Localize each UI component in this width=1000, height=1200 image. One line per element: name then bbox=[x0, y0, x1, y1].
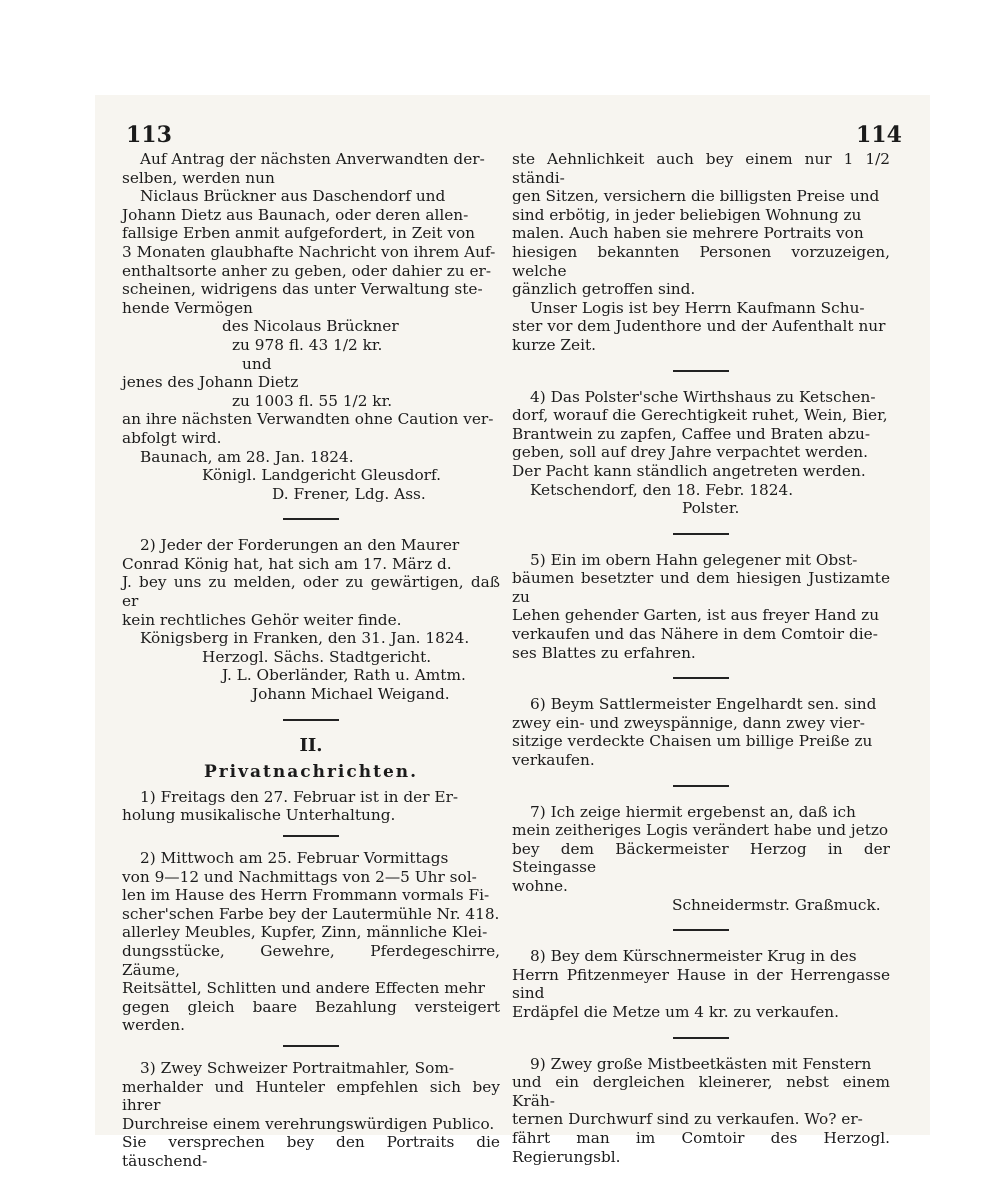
text-line: 2) Jeder der Forderungen an den Maurer bbox=[140, 536, 460, 555]
text-line: Sie versprechen bey den Portraits die täuschend- bbox=[122, 1133, 500, 1170]
text-line: dungsstücke, Gewehre, Pferdegeschirre, Zäume, bbox=[122, 941, 500, 979]
text-line: enthaltsorte anher zu geben, oder dahier zu er- bbox=[122, 261, 492, 280]
text-line: bey dem Bäckermeister Herzog in der Steingasse bbox=[512, 839, 890, 877]
text-line: Niclaus Brückner aus Daschendorf und bbox=[140, 187, 446, 206]
text-line: allerley Meubles, Kupfer, Zinn, männliche Klei- bbox=[122, 923, 488, 942]
signature: Polster. bbox=[682, 499, 740, 518]
text-line: Unser Logis ist bey Herrn Kaufmann Schu- bbox=[530, 298, 865, 317]
text-line: sitzige verdeckte Chaisen um billige Preiße zu bbox=[512, 732, 873, 751]
text-line: 3) Zwey Schweizer Portraitmahler, Som- bbox=[140, 1058, 455, 1077]
text-line: hiesigen bekannten Personen vorzuzeigen, welche bbox=[512, 242, 890, 280]
right-column bbox=[512, 150, 890, 1166]
separator-rule bbox=[283, 518, 339, 520]
separator-rule bbox=[673, 1037, 729, 1039]
text-line: dorf, worauf die Gerechtigkeit ruhet, Wein, Bier, bbox=[512, 406, 888, 425]
section-numeral: II. bbox=[299, 734, 323, 756]
place-date: Ketschendorf, den 18. Febr. 1824. bbox=[530, 480, 794, 499]
text-line: jenes des Johann Dietz bbox=[122, 373, 299, 392]
ad-carriages bbox=[512, 695, 890, 769]
ad-concert bbox=[122, 788, 500, 825]
issuing-authority: Herzogl. Sächs. Stadtgericht. bbox=[202, 647, 432, 666]
signature: J. L. Oberländer, Rath u. Amtm. bbox=[222, 666, 466, 685]
text-line: und bbox=[242, 354, 272, 373]
ad-inn-lease bbox=[512, 388, 890, 518]
text-line: mein zeitheriges Logis verändert habe und jetzo bbox=[512, 821, 889, 840]
section-title: Privatnachrichten. bbox=[203, 762, 419, 783]
text-line: ternen Durchwurf sind zu verkaufen. Wo? er- bbox=[512, 1110, 863, 1129]
text-line: verkaufen. bbox=[512, 751, 595, 770]
text-line: 6) Beym Sattlermeister Engelhardt sen. sind bbox=[530, 695, 877, 714]
text-line: ste Aehnlichkeit auch bey einem nur 1 1/2 ständi- bbox=[512, 150, 890, 187]
text-line: Conrad König hat, hat sich am 17. März d. bbox=[122, 554, 452, 573]
text-line: len im Hause des Herrn Frommann vormals Fi- bbox=[122, 886, 490, 905]
separator-rule bbox=[283, 835, 339, 837]
text-line: zwey ein- und zweyspännige, dann zwey vier- bbox=[512, 713, 865, 732]
text-line: Brantwein zu zapfen, Caffee und Braten abzu- bbox=[512, 424, 871, 443]
text-line: kein rechtliches Gehör weiter finde. bbox=[122, 610, 402, 629]
text-line: holung musikalische Unterhaltung. bbox=[122, 806, 396, 825]
text-line: fährt man im Comtoir des Herzogl. Regierungsbl. bbox=[512, 1128, 890, 1166]
separator-rule bbox=[673, 677, 729, 679]
text-line: sind erbötig, in jeder beliebigen Wohnung zu bbox=[512, 205, 862, 224]
right-page-number: 114 bbox=[856, 122, 902, 148]
signature: Johann Michael Weigand. bbox=[252, 685, 450, 704]
text-line: wohne. bbox=[512, 877, 568, 895]
ad-change-of-address bbox=[512, 803, 890, 915]
text-line: zu 1003 fl. 55 1/2 kr. bbox=[232, 391, 393, 410]
ad-hotbed-frames bbox=[512, 1055, 890, 1167]
separator-rule bbox=[673, 785, 729, 787]
text-line: an ihre nächsten Verwandten ohne Caution ver- bbox=[122, 410, 494, 429]
separator-rule bbox=[673, 533, 729, 535]
left-column bbox=[122, 150, 500, 1171]
text-line: merhalder und Hunteler empfehlen sich bey ihrer bbox=[122, 1077, 500, 1115]
separator-rule bbox=[673, 370, 729, 372]
text-line: Reitsättel, Schlitten und andere Effecten mehr bbox=[122, 979, 485, 998]
text-line: 8) Bey dem Kürschnermeister Krug in des bbox=[530, 947, 857, 966]
text-line: selben, werden nun bbox=[122, 168, 275, 187]
left-page-number: 113 bbox=[126, 122, 172, 148]
text-line: scheinen, widrigens das unter Verwaltung ste- bbox=[122, 280, 483, 299]
text-line: gen Sitzen, versichern die billigsten Preise und bbox=[512, 187, 880, 206]
place-date: Königsberg in Franken, den 31. Jan. 1824. bbox=[140, 629, 470, 648]
text-line: zu 978 fl. 43 1/2 kr. bbox=[232, 335, 383, 354]
text-line: kurze Zeit. bbox=[512, 335, 596, 354]
text-line: Erdäpfel die Metze um 4 kr. zu verkaufen. bbox=[512, 1002, 839, 1021]
text-line: 3 Monaten glaubhafte Nachricht von ihrem Auf- bbox=[122, 242, 496, 261]
text-line: Durchreise einem verehrungswürdigen Publico. bbox=[122, 1114, 495, 1133]
text-line: 9) Zwey große Mistbeetkästen mit Fenstern bbox=[530, 1054, 872, 1073]
text-line: bäumen besetzter und dem hiesigen Justizamte zu bbox=[512, 569, 890, 606]
text-line: gänzlich getroffen sind. bbox=[512, 280, 696, 299]
text-line: J. bey uns zu melden, oder zu gewärtigen, daß er bbox=[122, 573, 500, 611]
place-date: Baunach, am 28. Jan. 1824. bbox=[140, 447, 354, 466]
text-line: geben, soll auf drey Jahre verpachtet werden. bbox=[512, 443, 869, 462]
text-line: Johann Dietz aus Baunach, oder deren allen- bbox=[122, 205, 469, 224]
text-line: gegen gleich baare Bezahlung versteigert werden. bbox=[122, 997, 500, 1035]
text-line: Der Pacht kann ständlich angetreten werden. bbox=[512, 461, 866, 480]
text-line: Herrn Pfitzenmeyer Hause in der Herrengasse sind bbox=[512, 965, 890, 1003]
ad-portrait-painters-cont bbox=[512, 150, 890, 355]
text-line: fallsige Erben anmit aufgefordert, in Zeit von bbox=[122, 224, 476, 243]
notice-missing-heirs bbox=[122, 150, 500, 503]
text-line: 7) Ich zeige hiermit ergebenst an, daß ich bbox=[530, 802, 856, 821]
text-line: verkaufen und das Nähere in dem Comtoir die- bbox=[512, 625, 878, 644]
separator-rule bbox=[283, 719, 339, 721]
text-line: malen. Auch haben sie mehrere Portraits von bbox=[512, 224, 864, 243]
text-line: scher'schen Farbe bey der Lautermühle Nr. 418. bbox=[122, 904, 500, 923]
notice-creditors bbox=[122, 536, 500, 703]
separator-rule bbox=[673, 929, 729, 931]
text-line: Auf Antrag der nächsten Anverwandten der- bbox=[140, 150, 485, 168]
text-line: 5) Ein im obern Hahn gelegener mit Obst- bbox=[530, 550, 858, 569]
text-line: von 9—12 und Nachmittags von 2—5 Uhr sol- bbox=[122, 867, 477, 886]
text-line: abfolgt wird. bbox=[122, 428, 222, 447]
text-line: des Nicolaus Brückner bbox=[222, 317, 399, 336]
text-line: 2) Mittwoch am 25. Februar Vormittags bbox=[140, 849, 449, 867]
signature: Schneidermstr. Graßmuck. bbox=[672, 895, 881, 914]
text-line: 1) Freitags den 27. Februar ist in der Er- bbox=[140, 787, 459, 806]
issuing-authority: Königl. Landgericht Gleusdorf. bbox=[202, 466, 441, 485]
signature: D. Frener, Ldg. Ass. bbox=[272, 484, 426, 503]
ad-portrait-painters bbox=[122, 1059, 500, 1171]
text-line: Lehen gehender Garten, ist aus freyer Hand zu bbox=[512, 606, 880, 625]
text-line: und ein dergleichen kleinerer, nebst einem Kräh- bbox=[512, 1073, 890, 1110]
ad-potatoes bbox=[512, 947, 890, 1021]
ad-auction bbox=[122, 849, 500, 1035]
separator-rule bbox=[283, 1045, 339, 1047]
ad-garden bbox=[512, 551, 890, 663]
text-line: 4) Das Polster'sche Wirthshaus zu Ketschen- bbox=[530, 387, 876, 406]
text-line: hende Vermögen bbox=[122, 298, 253, 317]
text-line: ses Blattes zu erfahren. bbox=[512, 643, 696, 662]
text-line: ster vor dem Judenthore und der Aufenthalt nur bbox=[512, 317, 886, 336]
